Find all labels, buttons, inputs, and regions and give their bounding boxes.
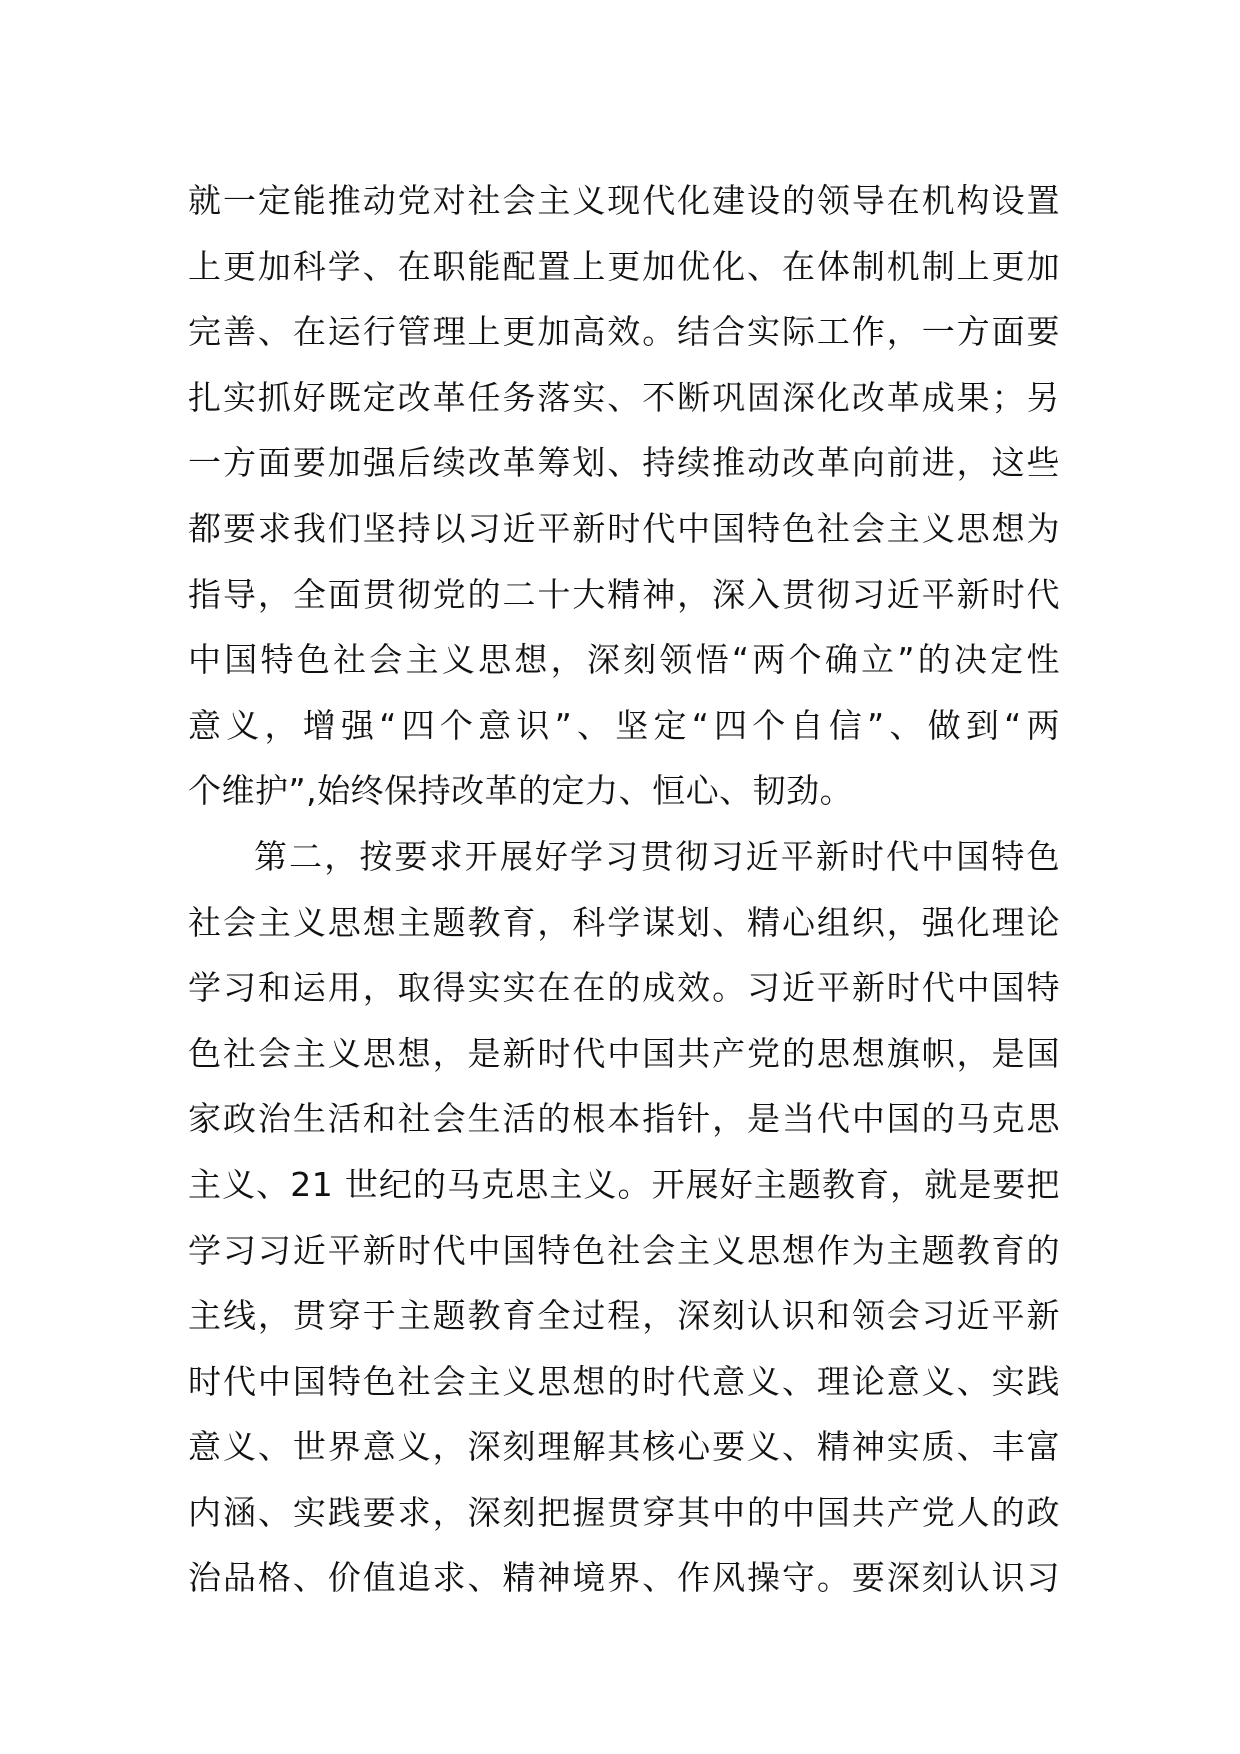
text-line: 意义、世界意义，深刻理解其核心要义、精神实质、丰富 bbox=[188, 1427, 1060, 1467]
text-line: 主义、21 世纪的马克思主义。开展好主题教育，就是要把 bbox=[188, 1164, 1060, 1204]
text-line: 都要求我们坚持以习近平新时代中国特色社会主义思想为 bbox=[188, 508, 1060, 548]
text-line: 完善、在运行管理上更加高效。结合实际工作，一方面要 bbox=[188, 312, 1060, 352]
text-line: 学习习近平新时代中国特色社会主义思想作为主题教育的 bbox=[188, 1230, 1060, 1270]
text-line: 治品格、价值追求、精神境界、作风操守。要深刻认识习 bbox=[188, 1558, 1060, 1598]
paragraph-1 bbox=[188, 168, 1060, 824]
text-line: 个维护”,始终保持改革的定力、恒心、韧劲。 bbox=[188, 771, 854, 811]
text-line: 家政治生活和社会生活的根本指针，是当代中国的马克思 bbox=[188, 1099, 1060, 1139]
text-line: 主线，贯穿于主题教育全过程，深刻认识和领会习近平新 bbox=[188, 1296, 1060, 1336]
text-line: 一方面要加强后续改革筹划、持续推动改革向前进，这些 bbox=[188, 443, 1060, 483]
text-line: 社会主义思想主题教育，科学谋划、精心组织，强化理论 bbox=[188, 902, 1060, 942]
text-line: 就一定能推动党对社会主义现代化建设的领导在机构设置 bbox=[188, 181, 1060, 220]
text-line: 意义，增强“四个意识”、坚定“四个自信”、做到“两 bbox=[188, 705, 1060, 745]
text-line: 第二，按要求开展好学习贯彻习近平新时代中国特色 bbox=[254, 836, 1060, 876]
text-line: 上更加科学、在职能配置上更加优化、在体制机制上更加 bbox=[188, 246, 1060, 286]
text-line: 色社会主义思想，是新时代中国共产党的思想旗帜，是国 bbox=[188, 1033, 1060, 1073]
text-line: 内涵、实践要求，深刻把握贯穿其中的中国共产党人的政 bbox=[188, 1492, 1060, 1532]
paragraph-2 bbox=[188, 824, 1060, 1611]
text-line: 扎实抓好既定改革任务落实、不断巩固深化改革成果；另 bbox=[188, 377, 1060, 417]
text-line: 时代中国特色社会主义思想的时代意义、理论意义、实践 bbox=[188, 1361, 1060, 1401]
text-line: 指导，全面贯彻党的二十大精神，深入贯彻习近平新时代 bbox=[188, 574, 1060, 614]
text-line: 学习和运用，取得实实在在的成效。习近平新时代中国特 bbox=[188, 968, 1060, 1008]
text-line: 中国特色社会主义思想，深刻领悟“两个确立”的决定性 bbox=[188, 640, 1060, 680]
body-text bbox=[188, 168, 1060, 1611]
